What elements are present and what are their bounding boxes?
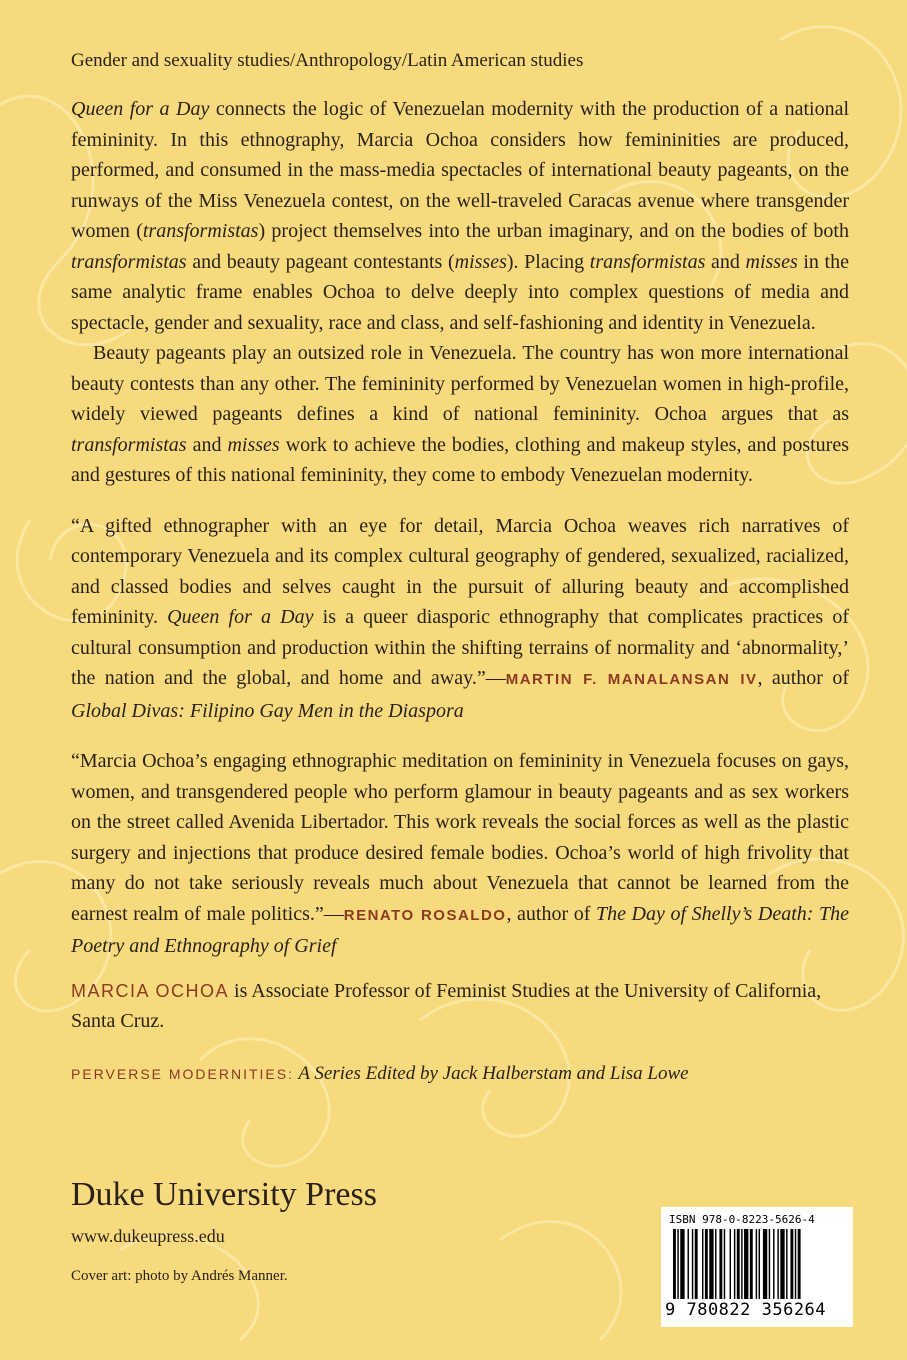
endorsement-quote-2: “Marcia Ochoa’s engaging ethnographic meditation on femininity in Venezuela focuses on gays, women, and transgendered people who perform glamour in beauty pageants and as sex workers on the street called Avenida Libertador. This work reveals the social forces as well as the plastic surgery and injections that produce desired female bodies. Ochoa’s world of high frivolity that many do not take seriously reveals much about Venezuela that cannot be learned from the earnest realm of male politics.”—RENATO ROSALDO, author of The Day of Shelly’s Death: The Poetry and Ethnography of Grief [71, 750, 849, 957]
series-label: PERVERSE MODERNITIES: [71, 1065, 295, 1082]
publisher-name: Duke University Press [71, 1176, 377, 1213]
series-line: PERVERSE MODERNITIES: A Series Edited by Jack Halberstam and Lisa Lowe [71, 1062, 689, 1084]
back-cover-text [71, 50, 849, 1085]
barcode-bar [798, 1229, 801, 1299]
barcode-bar [795, 1229, 796, 1299]
barcode-bar [759, 1229, 760, 1299]
barcode-bar [763, 1229, 767, 1299]
isbn-number: ISBN 978-0-8223-5626-4 [669, 1213, 815, 1226]
barcode-bar [692, 1229, 693, 1299]
barcode-bar [677, 1229, 678, 1299]
barcode-bar [737, 1229, 740, 1299]
author-name: MARCIA OCHOA [71, 980, 230, 1001]
barcode-bar [769, 1229, 770, 1299]
barcode-bar [777, 1229, 778, 1299]
endorser-name: MARTIN F. MANALANSAN IV [505, 671, 758, 688]
barcode-bar [724, 1229, 725, 1299]
barcode-bar [709, 1229, 713, 1299]
barcode-bar [730, 1229, 731, 1299]
subject-category: Gender and sexuality studies/Anthropology/Latin American studies [71, 50, 584, 71]
barcode-bar [673, 1229, 676, 1299]
barcode-bar [773, 1229, 774, 1299]
book-title: Queen for a Day [71, 98, 210, 120]
barcode-bar [695, 1229, 698, 1299]
isbn-barcode [661, 1207, 853, 1327]
author-bio: MARCIA OCHOA is Associate Professor of Feminist Studies at the University of California, Santa Cruz. [71, 979, 822, 1032]
barcode-bar [786, 1229, 787, 1299]
publisher-url: www.dukeupress.edu [71, 1226, 225, 1246]
barcode-bar [741, 1229, 742, 1299]
endorsement-quote-1: “A gifted ethnographer with an eye for detail, Marcia Ochoa weaves rich narratives of contemporary Venezuela and its complex cultural geography of gendered, sexualized, racialized, and classed bodies and selves caught in the pursuit of alluring beauty and accomplished femininity. Queen for a Day is a queer diasporic ethnography that complicates practices of cultural consumption and production within the shifting terrains of normality and ‘abnormality,’ the nation and the global, and home and away.”—MARTIN F. MANALANSAN IV, author of Global Divas: Filipino Gay Men in the Diaspora [71, 514, 850, 722]
barcode-bar [680, 1229, 684, 1299]
barcode-bar [750, 1229, 753, 1299]
endorser-name: RENATO ROSALDO [343, 906, 507, 924]
cover-art-credit: Cover art: photo by Andrés Manner. [71, 1268, 288, 1284]
barcode-bar [734, 1229, 735, 1299]
barcode-digits: 9 780822 356264 [665, 1300, 827, 1320]
description-paragraph-1: Queen for a Day connects the logic of Venezuelan modernity with the production of a national femininity. In this ethnography, Marcia Ochoa considers how femininities are produced, performed, and consumed in the mass-media spectacles of international beauty pageants, on the runways of the Miss Venezuela contest, on the well-traveled Caracas avenue where transgender women (transformistas) project themselves into the urban imaginary, and on the bodies of both transformistas and beauty pageant contestants (misses). Placing transformistas and misses in the same analytic frame enables Ochoa to delve deeply into complex questions of media and spectacle, gender and sexuality, race and class, and self-fashioning and identity in Venezuela. [71, 98, 850, 334]
description-paragraph-2: Beauty pageants play an outsized role in Venezuela. The country has won more international beauty contests than any other. The femininity performed by Venezuelan women in high-profile, widely viewed pageants defines a kind of national femininity. Ochoa argues that as transformistas and misses work to achieve the bodies, clothing and makeup styles, and postures and gestures of this national femininity, they come to embody Venezuelan modernity. [71, 342, 849, 486]
barcode-bar [719, 1229, 722, 1299]
barcode-bar [744, 1229, 748, 1299]
barcode-bar [780, 1229, 784, 1299]
barcode-bar [702, 1229, 703, 1299]
barcode-bar [688, 1229, 689, 1299]
barcode-bar [715, 1229, 716, 1299]
barcode-bar [705, 1229, 708, 1299]
barcode-bar [756, 1229, 757, 1299]
barcode-bars [673, 1229, 843, 1301]
barcode-bar [790, 1229, 793, 1299]
